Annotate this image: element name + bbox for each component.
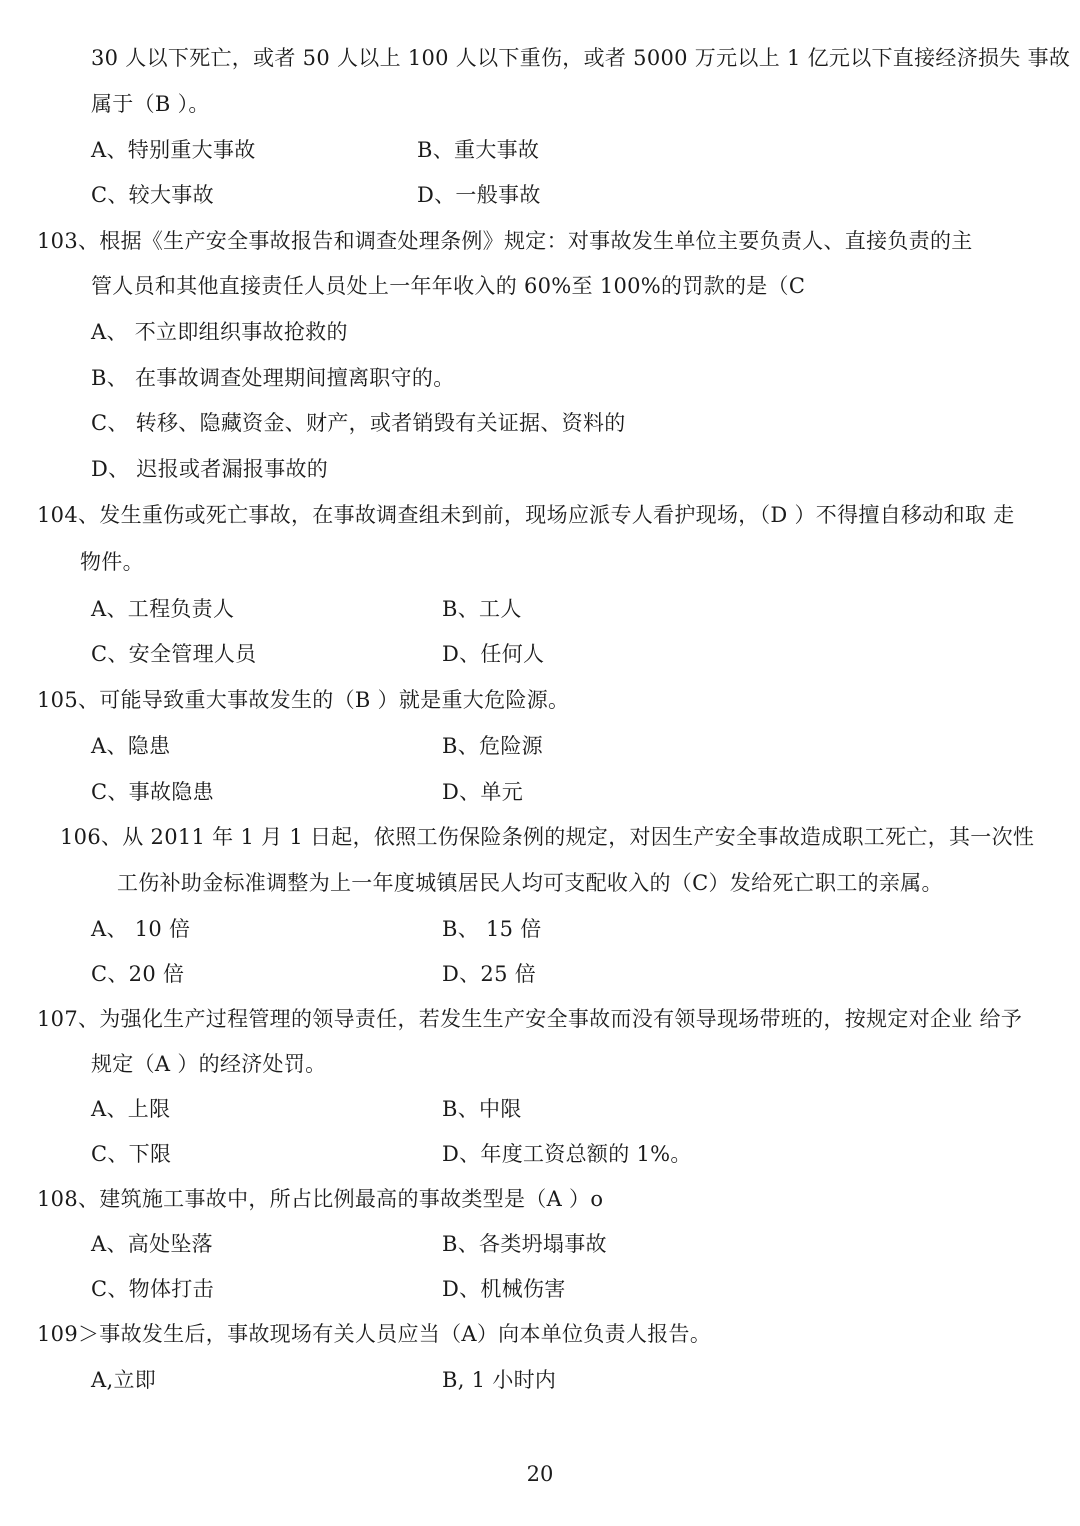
q104-option-b: B、工人 (442, 597, 522, 621)
q106-option-d: D、25 倍 (442, 962, 537, 986)
q107-option-c: C、下限 (91, 1142, 172, 1166)
q102-line-2: 属于（B ）。 (91, 92, 210, 116)
q102-line-1: 30 人以下死亡，或者 50 人以上 100 人以下重伤，或者 5000 万元以上 1 亿元以下直接经济损失 事故 (91, 46, 1071, 70)
q107-line-1: 107、为强化生产过程管理的领导责任，若发生生产安全事故而没有领导现场带班的，按规定对企业 给予 (37, 1007, 1023, 1031)
q106-line-2: 工伤补助金标准调整为上一年度城镇居民人均可支配收入的（C）发给死亡职工的亲属。 (117, 871, 943, 895)
q104-line-1: 104、发生重伤或死亡事故，在事故调查组未到前，现场应派专人看护现场，（D ）不得擅自移动和取 走 (37, 503, 1015, 527)
q108-option-a: A、高处坠落 (91, 1232, 213, 1256)
q103-option-d: D、 迟报或者漏报事故的 (91, 457, 329, 481)
q108-line-1: 108、建筑施工事故中，所占比例最高的事故类型是（A ）o (37, 1187, 604, 1211)
q107-line-2: 规定（A ）的经济处罚。 (91, 1052, 327, 1076)
q103-option-b: B、 在事故调查处理期间擅离职守的。 (91, 366, 455, 390)
q105-option-a: A、隐患 (91, 734, 171, 758)
q105-line-1: 105、可能导致重大事故发生的（B ）就是重大危险源。 (37, 688, 570, 712)
q103-line-1: 103、根据《生产安全事故报告和调查处理条例》规定：对事故发生单位主要负责人、直接负责的主 (37, 229, 973, 253)
q108-option-c: C、物体打击 (91, 1277, 214, 1301)
q103-option-c: C、 转移、隐藏资金、财产，或者销毁有关证据、资料的 (91, 411, 626, 435)
q108-option-d: D、机械伤害 (442, 1277, 566, 1301)
q102-option-c: C、较大事故 (91, 183, 214, 207)
q106-option-c: C、20 倍 (91, 962, 185, 986)
q104-option-a: A、工程负责人 (91, 597, 235, 621)
q109-line-1: 109＞事故发生后，事故现场有关人员应当（A）向本单位负责人报告。 (37, 1322, 712, 1346)
q103-line-2: 管人员和其他直接责任人员处上一年年收入的 60%至 100%的罚款的是（C (91, 274, 806, 298)
q103-option-a: A、 不立即组织事故抢救的 (91, 320, 348, 344)
q102-option-a: A、特别重大事故 (91, 138, 256, 162)
q106-line-1: 106、从 2011 年 1 月 1 日起，依照工伤保险条例的规定，对因生产安全事故造成职工死亡，其一次性 (60, 825, 1035, 849)
q107-option-a: A、上限 (91, 1097, 171, 1121)
q106-option-b: B、 15 倍 (442, 917, 542, 941)
q105-option-c: C、事故隐患 (91, 780, 214, 804)
q106-option-a: A、 10 倍 (91, 917, 191, 941)
q105-option-b: B、危险源 (442, 734, 543, 758)
q102-option-b: B、重大事故 (417, 138, 540, 162)
q104-option-c: C、安全管理人员 (91, 642, 257, 666)
q107-option-b: B、中限 (442, 1097, 522, 1121)
q107-option-d: D、年度工资总额的 1%。 (442, 1142, 692, 1166)
q109-option-b: B, 1 小时内 (442, 1368, 557, 1392)
page-number: 20 (526, 1462, 554, 1486)
q105-option-d: D、单元 (442, 780, 524, 804)
q104-option-d: D、任何人 (442, 642, 545, 666)
q104-line-2: 物件。 (80, 550, 144, 574)
q109-option-a: A,立即 (91, 1368, 157, 1392)
q108-option-b: B、各类坍塌事故 (442, 1232, 607, 1256)
q102-option-d: D、一般事故 (417, 183, 541, 207)
